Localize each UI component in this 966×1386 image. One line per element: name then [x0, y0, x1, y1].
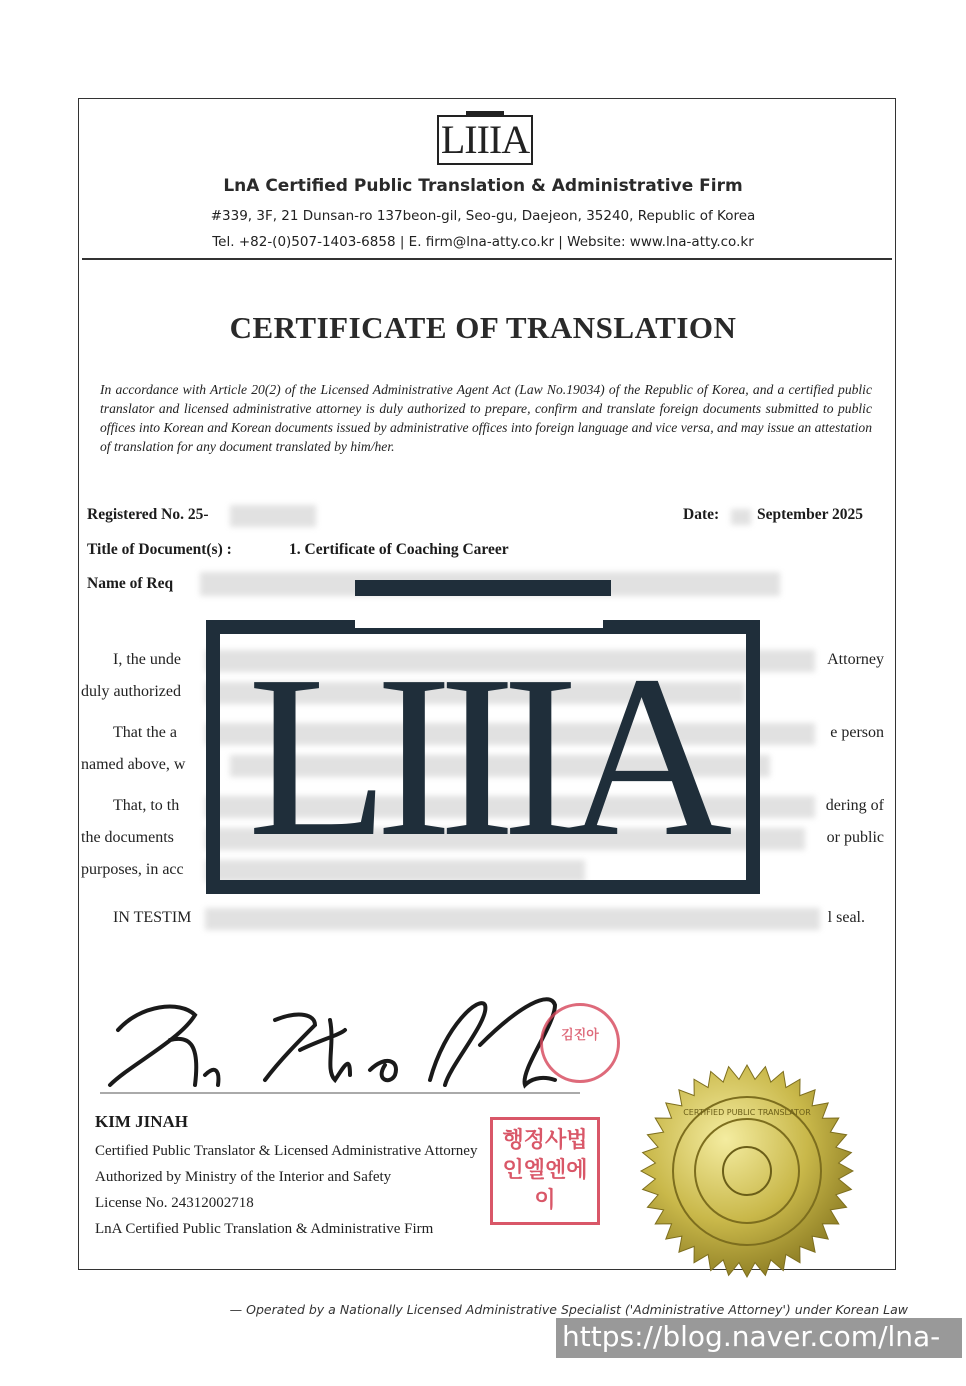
header-divider — [82, 258, 892, 260]
para2-end: e person — [830, 724, 884, 741]
source-url-overlay — [556, 1318, 962, 1386]
firm-contact: Tel. +82-(0)507-1403-6858 | E. firm@lna-atty.co.kr | Website: www.lna-atty.co.kr — [212, 234, 754, 250]
personal-seal-text: 김진아 — [561, 1028, 599, 1043]
signatory-authorization: Authorized by Ministry of the Interior and Safety — [95, 1169, 392, 1185]
firm-seal-red — [490, 1117, 600, 1225]
para3-line3: purposes, in acc — [81, 861, 184, 878]
requester-name-label: Name of Req — [87, 575, 174, 592]
date-value: September 2025 — [757, 506, 864, 523]
firm-seal-text: 행정사법인엘엔에이 — [502, 1128, 588, 1213]
para4-end: l seal. — [827, 909, 865, 926]
signatory-name: KIM JINAH — [95, 1112, 189, 1131]
para2-start: That the a — [113, 724, 177, 741]
certificate-title: CERTIFICATE OF TRANSLATION — [229, 310, 737, 345]
date-label: Date: — [683, 506, 720, 523]
para3-start: That, to th — [113, 797, 180, 814]
redacted-para4 — [205, 908, 820, 930]
para1-start: I, the unde — [113, 651, 181, 668]
signatory-license: License No. 24312002718 — [95, 1195, 254, 1211]
header-logo-text: LIIIA — [440, 117, 530, 162]
firm-name: LnA Certified Public Translation & Administrative Firm — [223, 176, 743, 196]
para1-end: Attorney — [827, 651, 884, 668]
para3-line2-start: the documents — [81, 829, 174, 846]
redacted-registered-number — [230, 505, 316, 527]
registered-number: Registered No. 25- — [87, 506, 209, 523]
source-url: https://blog.naver.com/lna-atty — [562, 1320, 941, 1386]
certificate-intro: In accordance with Article 20(2) of the Licensed Administrative Agent Act (Law No.19034) of the Republic of Korea, and a certified public translator and licensed administrative attorney is duly authorized to prepare, confirm and translate foreign documents submitted to public offices into Korean and Korean documents issued by administrative offices into foreign language and vice versa, and may issue an attestation of translation for any document translated by him/her. — [100, 382, 872, 454]
handwritten-signature — [100, 985, 580, 1095]
watermark-gap — [355, 614, 603, 628]
personal-seal-red — [540, 1003, 620, 1083]
para3-end: dering of — [825, 797, 884, 814]
gold-seal-text: CERTIFIED PUBLIC TRANSLATOR — [683, 1108, 811, 1117]
document-title-label: Title of Document(s) : — [87, 541, 232, 558]
signatory-firm: LnA Certified Public Translation & Administrative Firm — [95, 1221, 434, 1237]
para3-line2-end: or public — [826, 829, 884, 846]
signatory-title: Certified Public Translator & Licensed Administrative Attorney — [95, 1143, 478, 1159]
footer-note: — Operated by a Nationally Licensed Administrative Specialist ('Administrative Attorney') under Korean Law — [229, 1302, 908, 1317]
para4-start: IN TESTIM — [113, 909, 192, 926]
firm-address: #339, 3F, 21 Dunsan-ro 137beon-gil, Seo-gu, Daejeon, 35240, Republic of Korea — [210, 208, 756, 224]
watermark-logo-text: LIIIA — [247, 628, 719, 885]
para2-line2: named above, w — [81, 756, 186, 773]
watermark-top-bar — [355, 580, 611, 596]
document-title-value: 1. Certificate of Coaching Career — [289, 541, 509, 558]
gold-foil-seal — [632, 1063, 862, 1279]
para1-line2: duly authorized — [81, 683, 181, 700]
redacted-date-day — [731, 509, 751, 525]
